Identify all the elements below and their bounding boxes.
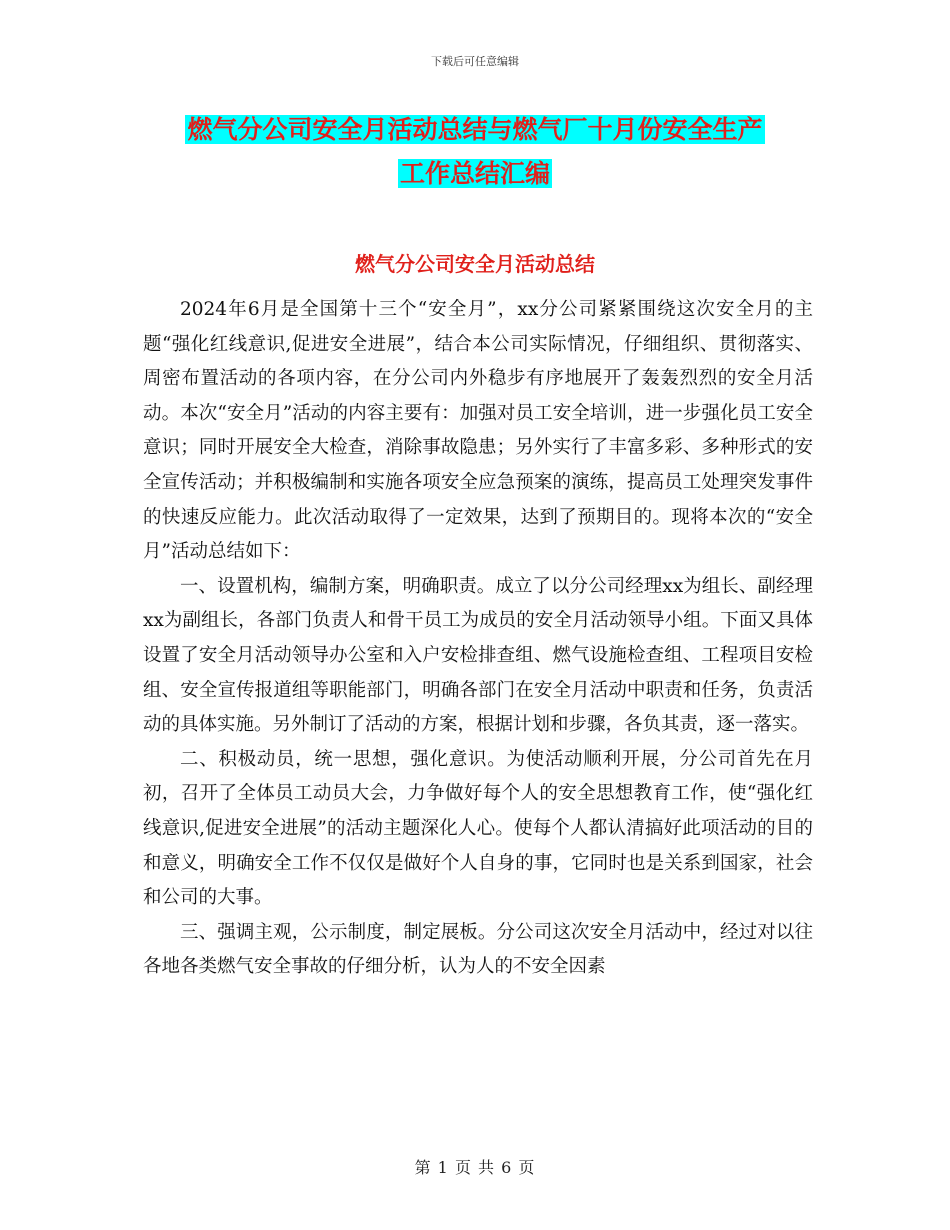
- paragraph: 二、积极动员，统一思想，强化意识。为使活动顺利开展，分公司首先在月初，召开了全体员工动员大会，力争做好每个人的安全思想教育工作，使“强化红线意识,促进安全进展”的活动主题深化人心。使每个人都认清搞好此项活动的目的和意义，明确安全工作不仅仅是做好个人自身的事，它同时也是关系到国家，社会和公司的大事。: [143, 748, 813, 909]
- header-note: 下载后可任意编辑: [431, 55, 519, 68]
- paragraph: 一、设置机构，编制方案，明确职责。成立了以分公司经理xx为组长、副经理xx为副组长，各部门负责人和骨干员工为成员的安全月活动领导小组。下面又具体设置了安全月活动领导办公室和入户安检排查组、燃气设施检查组、工程项目安检组、安全宣传报道组等职能部门，明确各部门在安全月活动中职责和任务，负责活动的具体实施。另外制订了活动的方案，根据计划和步骤，各负其责，逐一落实。: [143, 575, 813, 736]
- document-title-line-1: [0, 110, 950, 150]
- document-title-line-2: [0, 154, 950, 194]
- paragraph: 2024年6月是全国第十三个“安全月”，xx分公司紧紧围绕这次安全月的主题“强化红线意识,促进安全进展”，结合本公司实际情况，仔细组织、贯彻落实、周密布置活动的各项内容，在分公司内外稳步有序地展开了轰轰烈烈的安全月活动。本次“安全月”活动的内容主要有：加强对员工安全培训，进一步强化员工安全意识；同时开展安全大检查，消除事故隐患；另外实行了丰富多彩、多种形式的安全宣传活动；并积极编制和实施各项安全应急预案的演练，提高员工处理突发事件的快速反应能力。此次活动取得了一定效果，达到了预期目的。现将本次的“安全月”活动总结如下：: [143, 299, 813, 563]
- body-text: [143, 293, 813, 985]
- paragraph: 三、强调主观，公示制度，制定展板。分公司这次安全月活动中，经过对以往各地各类燃气安全事故的仔细分析，认为人的不安全因素: [143, 921, 813, 978]
- page-number: 第 1 页 共 6 页: [414, 1158, 536, 1177]
- section-title: 燃气分公司安全月活动总结: [355, 252, 595, 276]
- document-title-text-2: 工作总结汇编: [399, 159, 550, 188]
- document-title-text-1: 燃气分公司安全月活动总结与燃气厂十月份安全生产: [187, 115, 763, 144]
